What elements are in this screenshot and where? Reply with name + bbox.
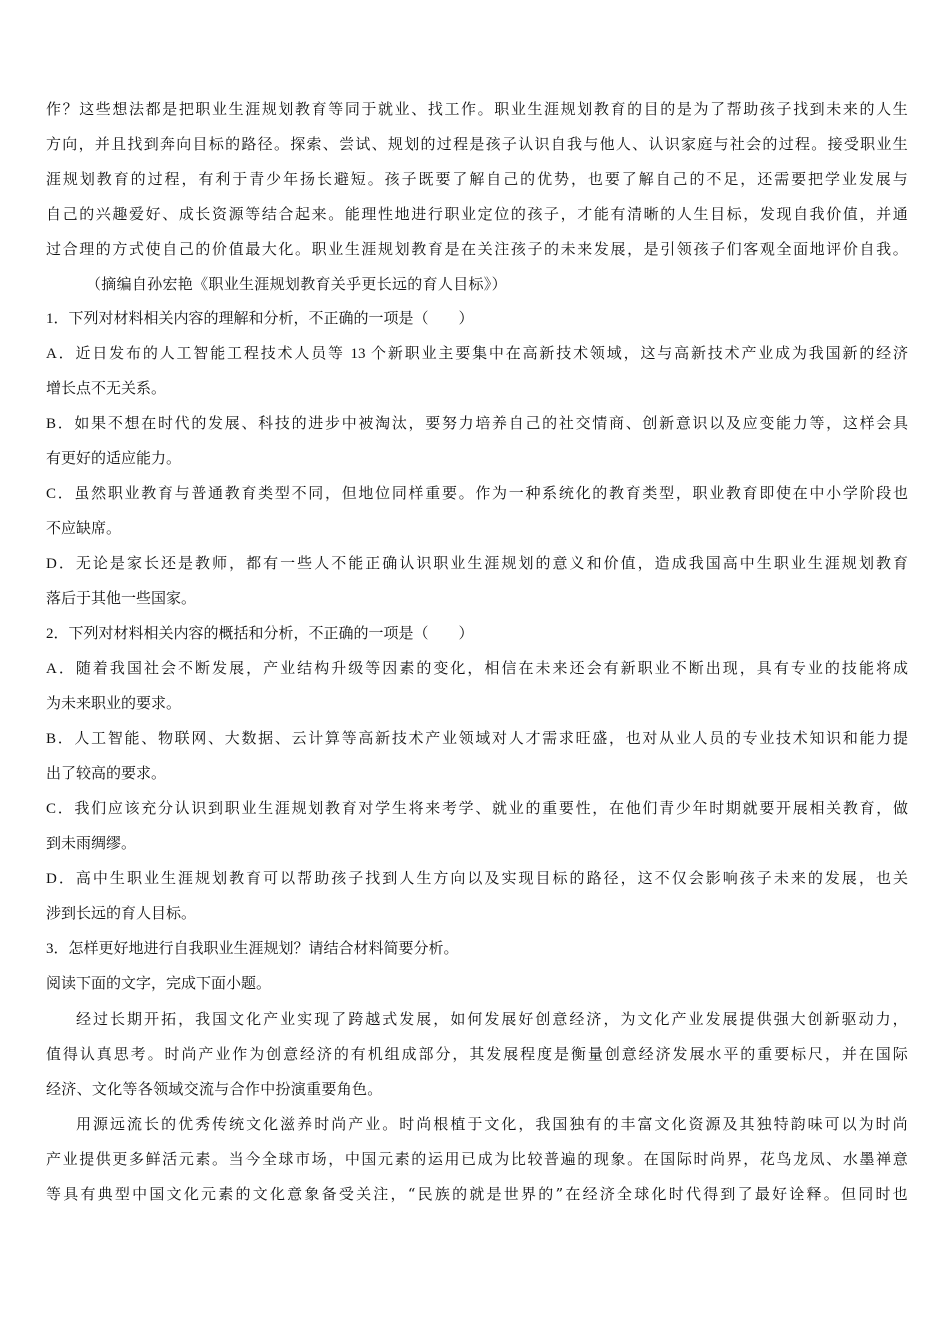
passage-line: 产业提供更多鲜活元素。当今全球市场，中国元素的运用已成为比较普遍的现象。在国际时尚界，花鸟龙凤、水墨禅意 [46,1150,908,1168]
question-1 [46,302,908,617]
option-b-cont: 有更好的适应能力。 [46,451,182,467]
option-c-cont: 到未雨绸缪。 [46,836,137,852]
option-c: C．我们应该充分认识到职业生涯规划教育对学生将来考学、就业的重要性，在他们青少年时期就要开展相关教育，做 [46,801,908,817]
passage-1 [46,92,908,302]
option-c-cont: 不应缺席。 [46,521,122,537]
passage-line: 自己的兴趣爱好、成长资源等结合起来。能理性地进行职业定位的孩子，才能有清晰的人生目标，发现自我价值，并通 [46,205,908,223]
passage-source: （摘编自孙宏艳《职业生涯规划教育关乎更长远的育人目标》） [86,275,507,293]
question-stem: 3．怎样更好地进行自我职业生涯规划？请结合材料简要分析。 [46,941,459,957]
passage-line: 涯规划教育的过程，有利于青少年扬长避短。孩子既要了解自己的优势，也要了解自己的不足，还需要把学业发展与 [46,170,908,188]
passage-line: 过合理的方式使自己的价值最大化。职业生涯规划教育是在关注孩子的未来发展，是引领孩子们客观全面地评价自我。 [46,240,908,258]
option-d: D．高中生职业生涯规划教育可以帮助孩子找到人生方向以及实现目标的路径，这不仅会影响孩子未来的发展，也关 [46,871,908,887]
option-d-cont: 落后于其他一些国家。 [46,591,197,607]
passage-line: 方向，并且找到奔向目标的路径。探索、尝试、规划的过程是孩子认识自我与他人、认识家庭与社会的过程。接受职业生 [46,135,908,153]
option-b: B．人工智能、物联网、大数据、云计算等高新技术产业领域对人才需求旺盛，也对从业人员的专业技术知识和能力提 [46,731,908,747]
option-a: A．随着我国社会不断发展，产业结构升级等因素的变化，相信在未来还会有新职业不断出现，具有专业的技能将成 [46,661,908,677]
option-b: B．如果不想在时代的发展、科技的进步中被淘汰，要努力培养自己的社交情商、创新意识以及应变能力等，这样会具 [46,416,908,432]
exam-page [46,92,908,1212]
option-c: C．虽然职业教育与普通教育类型不同，但地位同样重要。作为一种系统化的教育类型，职业教育即使在中小学阶段也 [46,486,908,502]
option-a-cont: 增长点不无关系。 [46,381,167,397]
passage-line: 经济、文化等各领域交流与合作中扮演重要角色。 [46,1080,383,1098]
option-a-cont: 为未来职业的要求。 [46,696,182,712]
question-3 [46,932,908,967]
passage-2 [46,1002,908,1212]
option-a: A．近日发布的人工智能工程技术人员等 13 个新职业主要集中在高新技术领域，这与高新技术产业成为我国新的经济 [46,346,908,362]
question-stem: 1．下列对材料相关内容的理解和分析，不正确的一项是（ ） [46,311,474,327]
question-stem: 2．下列对材料相关内容的概括和分析，不正确的一项是（ ） [46,626,474,642]
paragraph-first-line: 经过长期开拓，我国文化产业实现了跨越式发展，如何发展好创意经济，为文化产业发展提供强大创新驱动力， [76,1010,908,1028]
paragraph-first-line: 用源远流长的优秀传统文化滋养时尚产业。时尚根植于文化，我国独有的丰富文化资源及其独特韵味可以为时尚 [76,1115,908,1133]
option-d-cont: 涉到长远的育人目标。 [46,906,197,922]
option-b-cont: 出了较高的要求。 [46,766,167,782]
reading-instruction: 阅读下面的文字，完成下面小题。 [46,976,272,992]
passage-line: 等具有典型中国文化元素的文化意象备受关注，“民族的就是世界的”在经济全球化时代得到了最好诠释。但同时也 [46,1185,908,1203]
option-d: D．无论是家长还是教师，都有一些人不能正确认识职业生涯规划的意义和价值，造成我国高中生职业生涯规划教育 [46,556,908,572]
question-2 [46,617,908,932]
passage-line: 作？这些想法都是把职业生涯规划教育等同于就业、找工作。职业生涯规划教育的目的是为了帮助孩子找到未来的人生 [46,100,908,118]
passage-line: 值得认真思考。时尚产业作为创意经济的有机组成部分，其发展程度是衡量创意经济发展水平的重要标尺，并在国际 [46,1045,908,1063]
